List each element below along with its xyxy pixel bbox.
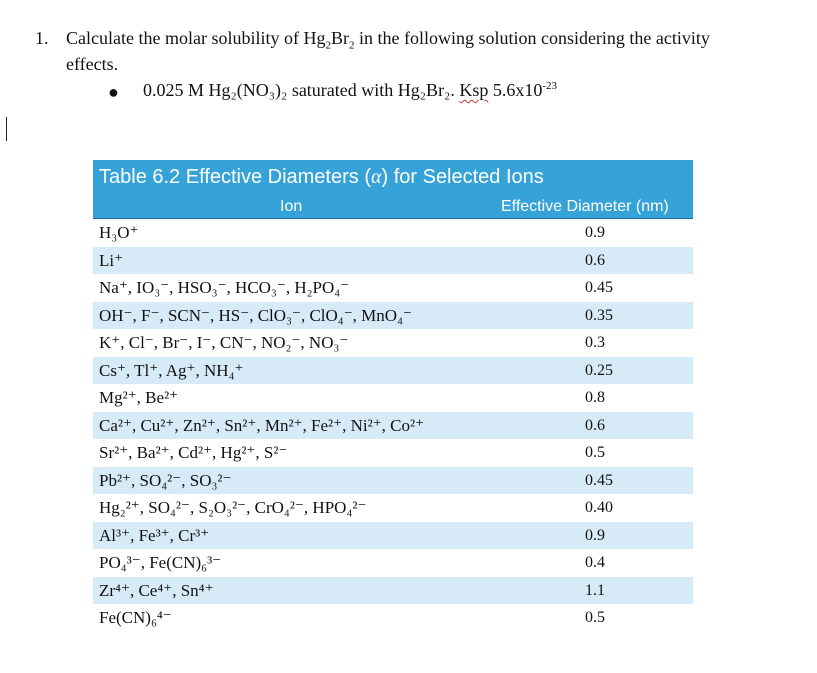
bullet-item: 0.025 M Hg₂(NO₃)₂ saturated with Hg₂Br₂. Ksp $5.6x10^{-23}$ — [143, 80, 558, 100]
ion-cell: Pb²⁺, SO₄²⁻, SO₃²⁻ — [99, 470, 232, 490]
diameter-cell: 0.8 — [585, 389, 605, 406]
table-row — [93, 549, 693, 577]
ion-cell: Mg²⁺, Be²⁺ — [99, 388, 179, 407]
table-row — [93, 522, 693, 550]
table-row — [93, 274, 693, 302]
ion-cell: Ca²⁺, Cu²⁺, Zn²⁺, Sn²⁺, Mn²⁺, Fe²⁺, Ni²⁺, Co²⁺ — [99, 415, 425, 435]
diameter-cell: 0.40 — [585, 499, 613, 516]
diameter-cell: 0.9 — [585, 526, 605, 544]
ion-cell: Cs⁺, Tl⁺, Ag⁺, NH₄⁺ — [99, 360, 244, 380]
diameter-cell: 0.5 — [585, 444, 605, 461]
table-row — [93, 577, 693, 605]
ion-cell: OH⁻, F⁻, SCN⁻, HS⁻, ClO₃⁻, ClO₄⁻, MnO₄⁻ — [99, 305, 412, 325]
table-row — [93, 604, 693, 632]
ion-cell: H₃O⁺ — [99, 223, 139, 242]
table-title: Table 6.2 Effective Diameters (α) for Selected Ions — [93, 160, 693, 194]
table-row — [93, 412, 693, 440]
diameter-cell: 0.3 — [585, 334, 605, 351]
table-row — [93, 467, 693, 495]
question-number: 1. — [35, 28, 49, 48]
ksp-label: Ksp — [459, 80, 489, 100]
table-row — [93, 302, 693, 330]
bullet-icon: ● — [108, 82, 119, 102]
diameter-cell: 0.45 — [585, 471, 613, 489]
ion-cell: K⁺, Cl⁻, Br⁻, I⁻, CN⁻, NO₂⁻, NO₃⁻ — [99, 333, 349, 352]
table-row — [93, 329, 693, 357]
ion-cell: PO₄³⁻, Fe(CN)₆³⁻ — [99, 553, 222, 572]
text-cursor — [6, 117, 7, 141]
ion-cell: Na⁺, IO₃⁻, HSO₃⁻, HCO₃⁻, H₂PO₄⁻ — [99, 278, 350, 297]
diameter-cell: 0.4 — [585, 554, 605, 571]
ion-cell: Fe(CN)₆⁴⁻ — [99, 608, 172, 627]
table-row — [93, 384, 693, 412]
ion-cell: Zr⁴⁺, Ce⁴⁺, Sn⁴⁺ — [99, 580, 214, 600]
table-row — [93, 494, 693, 522]
table-row — [93, 247, 693, 275]
table-header — [93, 194, 693, 219]
diameter-cell: 0.25 — [585, 361, 613, 379]
table-body — [93, 219, 693, 632]
diameter-cell: 0.9 — [585, 224, 605, 241]
diameter-cell: 0.6 — [585, 416, 605, 434]
diameter-cell: 0.35 — [585, 306, 613, 324]
ion-cell: Hg₂²⁺, SO₄²⁻, S₂O₃²⁻, CrO₄²⁻, HPO₄²⁻ — [99, 498, 367, 517]
diameter-cell: 1.1 — [585, 581, 605, 599]
ion-cell: Sr²⁺, Ba²⁺, Cd²⁺, Hg²⁺, S²⁻ — [99, 443, 288, 462]
question-text-line1: Calculate the molar solubility of $Hg_2Br_2$ in the following solution considering the activity — [66, 28, 710, 52]
table-row — [93, 357, 693, 385]
ion-cell: Al³⁺, Fe³⁺, Cr³⁺ — [99, 525, 210, 545]
table-row — [93, 219, 693, 247]
diameter-cell: 0.6 — [585, 251, 605, 269]
table-row — [93, 439, 693, 467]
diameter-cell: 0.5 — [585, 609, 605, 626]
ion-cell: Li⁺ — [99, 250, 124, 270]
header-ion: Ion — [280, 198, 303, 215]
diameter-cell: 0.45 — [585, 279, 613, 296]
header-diameter: Effective Diameter (nm) — [501, 198, 669, 215]
question-text-line2: effects. — [66, 54, 119, 74]
